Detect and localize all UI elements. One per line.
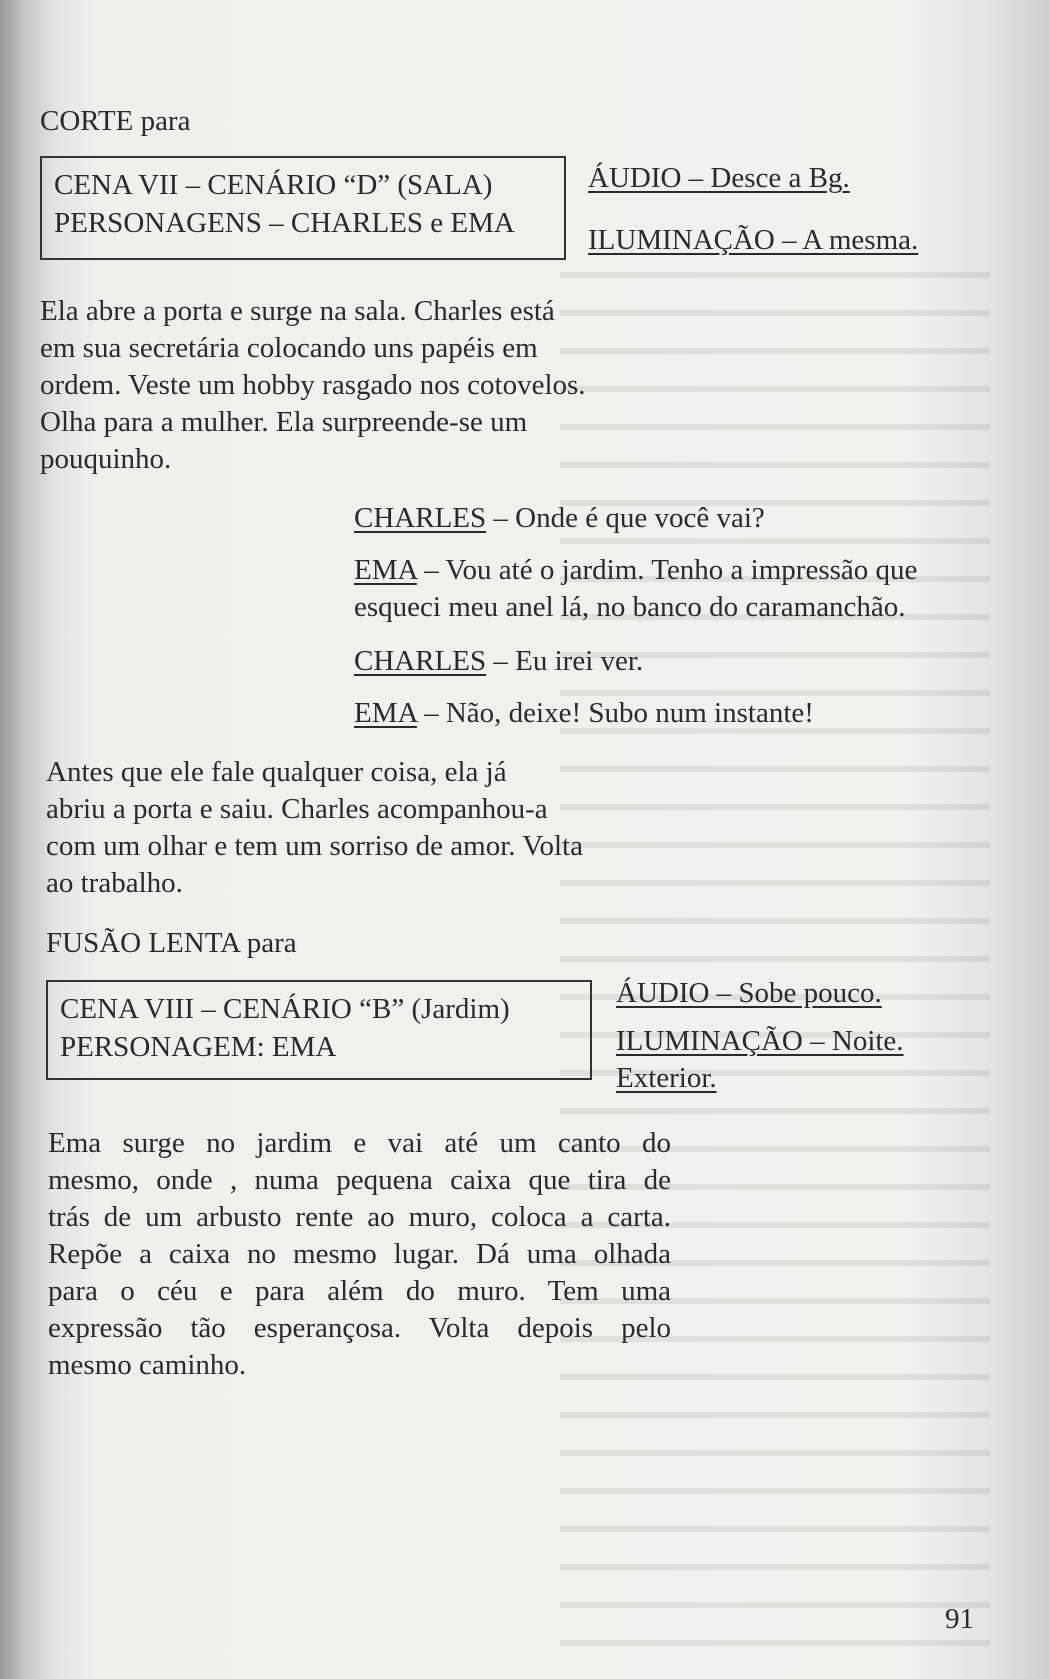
speaker-name: CHARLES xyxy=(354,645,487,677)
dialogue-line-1 xyxy=(354,500,765,537)
scene-7-box xyxy=(40,156,566,260)
scene-7-characters: PERSONAGENS – CHARLES e EMA xyxy=(54,207,515,239)
speaker-name: CHARLES xyxy=(354,502,487,534)
dialogue-line-3 xyxy=(354,643,643,680)
paragraph-line: com um olhar e tem um sorriso de amor. Volta xyxy=(46,830,583,862)
action-paragraph-3 xyxy=(48,1125,671,1384)
scene-7-lighting: ILUMINAÇÃO – A mesma. xyxy=(588,224,919,256)
paragraph-line: pouquinho. xyxy=(40,443,172,475)
paragraph-line: ao trabalho. xyxy=(46,867,183,899)
paragraph-line: Antes que ele fale qualquer coisa, ela já xyxy=(46,756,507,788)
dialogue-text: – Onde é que você vai? xyxy=(486,502,765,534)
scene-8-lighting: ILUMINAÇÃO – Noite. xyxy=(616,1025,904,1057)
paragraph-line: Olha para a mulher. Ela surpreende-se um xyxy=(40,406,528,438)
scene-8-audio: ÁUDIO – Sobe pouco. xyxy=(616,977,882,1009)
transition-fade: FUSÃO LENTA para xyxy=(46,927,297,959)
paragraph-line: mesmo, onde , numa pequena caixa que tira de xyxy=(48,1164,671,1196)
action-paragraph-2 xyxy=(46,754,686,902)
paragraph-line: abriu a porta e saiu. Charles acompanhou-a xyxy=(46,793,548,825)
scene-8-character: PERSONAGEM: EMA xyxy=(60,1031,337,1063)
action-paragraph-1 xyxy=(40,293,680,478)
dialogue-text: – Vou até o jardim. Tenho a impressão que xyxy=(416,554,918,586)
scene-8-lighting-cont: Exterior. xyxy=(616,1062,717,1094)
paragraph-line: para o céu e para além do muro. Tem uma xyxy=(48,1275,671,1307)
dialogue-line-4 xyxy=(354,695,814,732)
dialogue-text: – Não, deixe! Subo num instante! xyxy=(416,697,814,729)
paragraph-line: trás de um arbusto rente ao muro, coloca a carta. xyxy=(48,1201,671,1233)
dialogue-line-2 xyxy=(354,552,917,626)
paragraph-line: expressão tão esperançosa. Volta depois pelo xyxy=(48,1312,671,1344)
scene-8-title: CENA VIII – CENÁRIO “B” (Jardim) xyxy=(60,993,510,1025)
paragraph-line: Repõe a caixa no mesmo lugar. Dá uma olhada xyxy=(48,1238,671,1270)
paragraph-line: em sua secretária colocando uns papéis em xyxy=(40,332,538,364)
transition-cut: CORTE para xyxy=(40,105,191,137)
dialogue-text: – Eu irei ver. xyxy=(486,645,644,677)
paragraph-line: ordem. Veste um hobby rasgado nos cotovelos. xyxy=(40,369,586,401)
scene-7-title: CENA VII – CENÁRIO “D” (SALA) xyxy=(54,169,493,201)
page-number: 91 xyxy=(945,1603,974,1635)
dialogue-text: esqueci meu anel lá, no banco do caramanchão. xyxy=(354,591,906,623)
scene-8-box xyxy=(46,980,592,1080)
scene-7-audio: ÁUDIO – Desce a Bg. xyxy=(588,162,850,194)
paragraph-line: mesmo caminho. xyxy=(48,1349,247,1381)
paragraph-line: Ema surge no jardim e vai até um canto do xyxy=(48,1127,671,1159)
speaker-name: EMA xyxy=(354,697,417,729)
paragraph-line: Ela abre a porta e surge na sala. Charles está xyxy=(40,295,555,327)
speaker-name: EMA xyxy=(354,554,417,586)
